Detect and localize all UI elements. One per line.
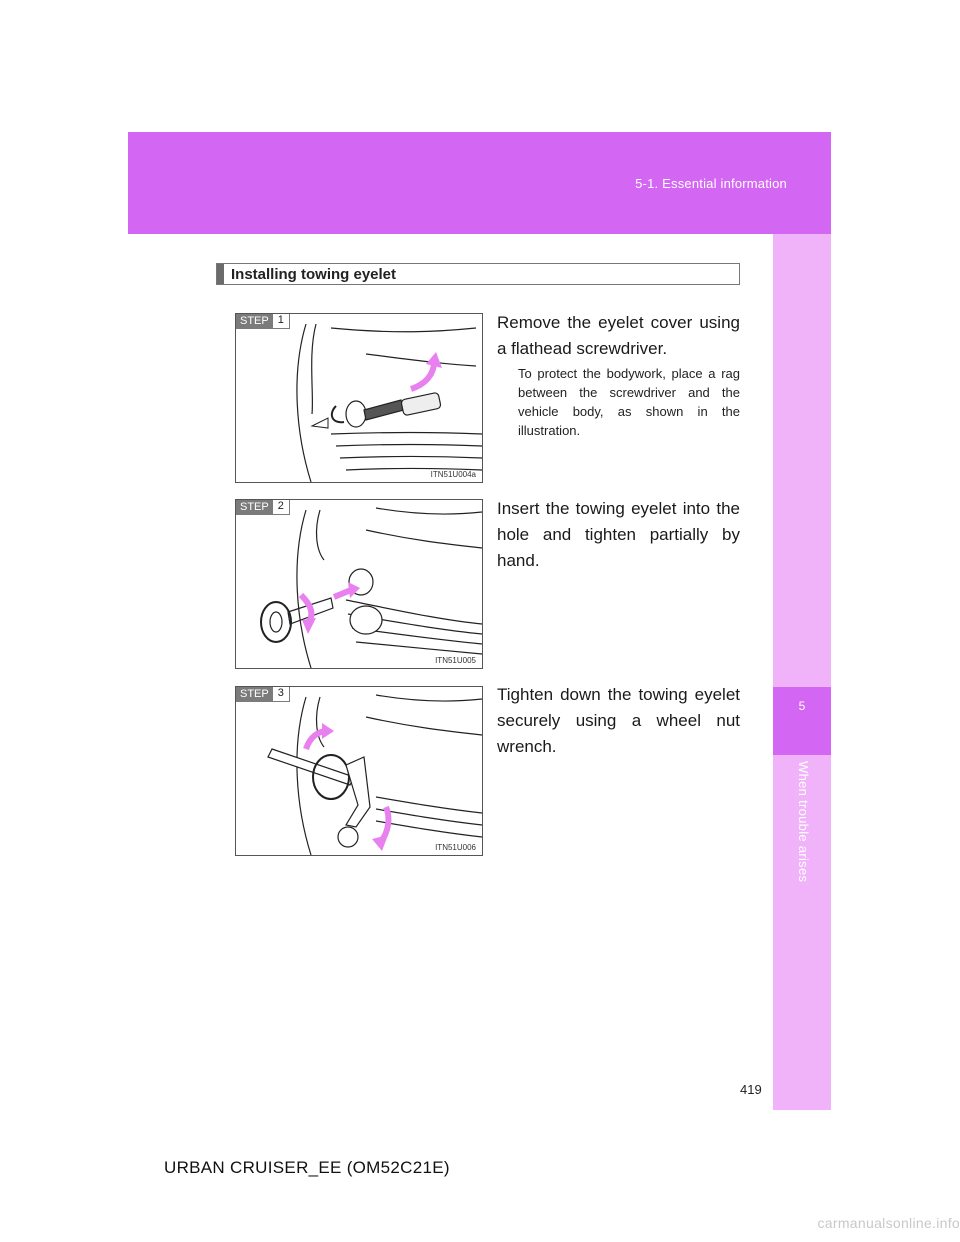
footer-model: URBAN CRUISER_EE (OM52C21E) [164, 1158, 450, 1177]
step-1-illustration [235, 313, 483, 483]
chapter-number: 5 [798, 699, 806, 713]
section-header: 5-1. Essential information [635, 176, 787, 191]
step-1-note: To protect the bodywork, place a rag between the screwdriver and the vehicle body, as shown in the illustration. [518, 366, 740, 438]
side-tab [773, 234, 831, 1110]
step-3-image-code: ITN51U006 [435, 843, 476, 852]
header-band [128, 132, 831, 234]
wheel-nut-wrench-illustration [236, 687, 483, 856]
step-2-text: Insert the towing eyelet into the hole and tighten partially by hand. [497, 499, 740, 570]
step-1-text: Remove the eyelet cover using a flathead screwdriver. [497, 313, 740, 358]
step-3-badge: STEP 3 [236, 687, 290, 702]
towing-eyelet-illustration [236, 500, 483, 669]
step-3-illustration [235, 686, 483, 856]
step-2-illustration [235, 499, 483, 669]
watermark: carmanualsonline.info [817, 1215, 960, 1231]
chapter-label: When trouble arises [796, 761, 811, 883]
side-tab-active[interactable] [773, 687, 831, 755]
page-number: 419 [740, 1082, 762, 1097]
section-title-bar [216, 263, 740, 285]
section-title: Installing towing eyelet [231, 266, 397, 283]
screwdriver-illustration [236, 314, 483, 483]
step-2-image-code: ITN51U005 [435, 656, 476, 665]
step-3-text: Tighten down the towing eyelet securely using a wheel nut wrench. [497, 685, 740, 756]
section-marker [217, 264, 224, 284]
step-2-badge: STEP 2 [236, 500, 290, 515]
step-1-badge: STEP 1 [236, 314, 290, 329]
step-1-image-code: ITN51U004a [430, 470, 476, 479]
